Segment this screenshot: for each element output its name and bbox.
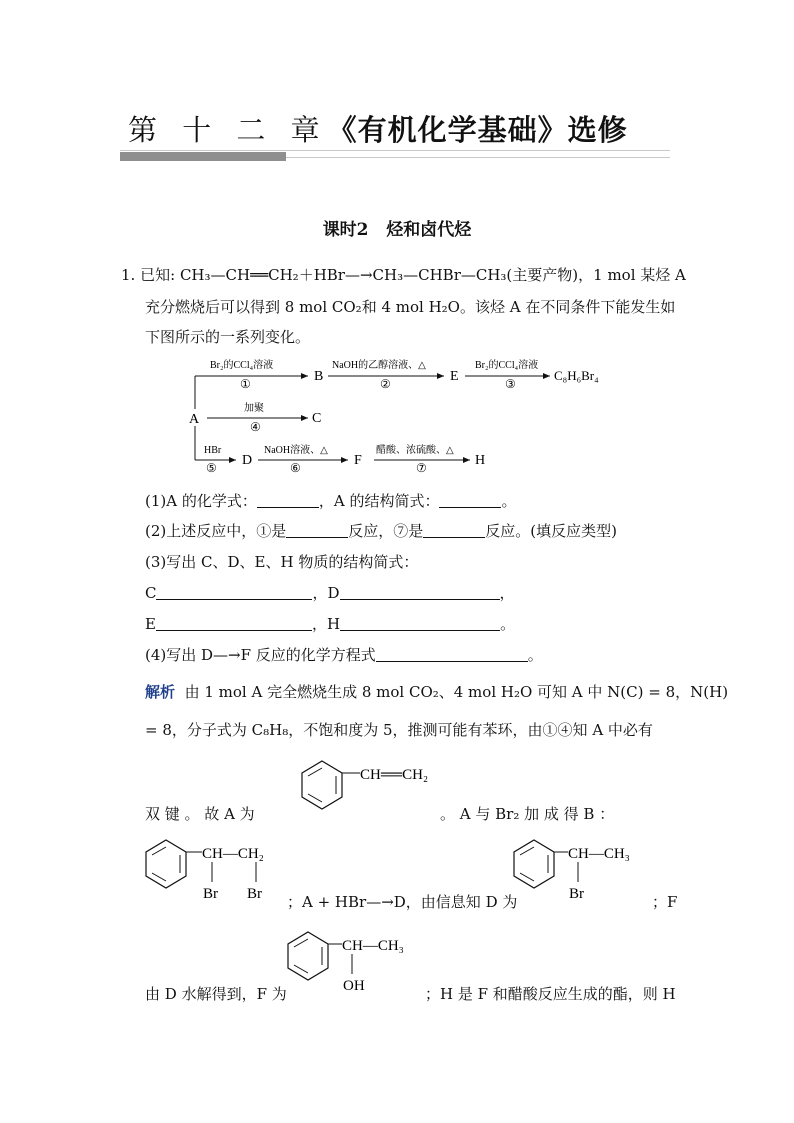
lesson-topic: 烃和卤代烃 xyxy=(386,220,472,240)
answer-blank-E[interactable] xyxy=(156,616,312,631)
answer-blank[interactable] xyxy=(286,523,348,538)
analysis-line-4a: ；A + HBr—→D，由信息知 D 为 xyxy=(287,893,518,911)
answer-blank-D[interactable] xyxy=(340,585,500,600)
header-rule-bar xyxy=(120,152,286,161)
question-line-1 xyxy=(121,264,686,285)
reagent-4: 加聚 xyxy=(244,403,264,414)
answer-row-cd xyxy=(145,582,515,603)
compound-F: F xyxy=(354,453,362,468)
step-6: ⑥ xyxy=(290,461,301,474)
answer-blank[interactable] xyxy=(376,647,528,662)
analysis-line-3b: 。 A 与 Br₂ 加 成 得 B ： xyxy=(440,805,615,823)
compound-A: A xyxy=(189,412,200,427)
structure-D-chain: CH—CH₃ xyxy=(568,846,630,862)
reagent-1: Br₂的CCl₄溶液 xyxy=(210,360,274,371)
answer-blank[interactable] xyxy=(257,493,319,508)
reagent-5: HBr xyxy=(204,445,222,456)
analysis-text-1: 由 1 mol A 完全燃烧生成 8 mol CO₂、4 mol H₂O 可知 A 中 N(C) = 8，N(H) xyxy=(184,683,729,701)
sub1-text-b: ，A 的结构简式： xyxy=(318,492,440,510)
question-equation: CH₃—CH══CH₂＋HBr—→CH₃—CHBr—CH₃(主要产物)，1 mol 某烃 A xyxy=(179,266,686,284)
sub4-end: 。 xyxy=(527,646,543,664)
subquestion-1 xyxy=(145,490,516,511)
comma: ， xyxy=(311,615,327,633)
subquestion-3: (3)写出 C、D、E、H 物质的结构简式： xyxy=(145,553,419,571)
sub2-text-a: (2)上述反应中，①是 xyxy=(145,522,287,540)
answer-blank[interactable] xyxy=(423,523,485,538)
book-title: 《有机化学基础》选修 xyxy=(327,113,628,147)
analysis-line-3a: 双 键 。 故 A 为 xyxy=(145,805,255,823)
analysis-line-5a: 由 D 水解得到，F 为 xyxy=(145,985,287,1003)
comma: ， xyxy=(312,584,328,602)
compound-E: E xyxy=(450,369,459,384)
sub2-text-b: 反应，⑦是 xyxy=(348,522,424,540)
structure-A xyxy=(298,755,458,825)
analysis-line-5b: ；H 是 F 和醋酸反应生成的酯，则 H xyxy=(425,985,676,1003)
analysis-line-1 xyxy=(145,681,728,702)
product-C8H6Br4: C₈H₆Br₄ xyxy=(554,368,599,383)
structure-F-oh: OH xyxy=(343,978,365,994)
step-2: ② xyxy=(380,377,391,391)
lesson-number: 课时2 xyxy=(322,220,369,240)
reaction-scheme xyxy=(180,354,620,474)
compound-C: C xyxy=(312,411,322,426)
label-H: H xyxy=(326,615,341,633)
reagent-3: Br₂的CCl₄溶液 xyxy=(475,360,539,371)
subquestion-4 xyxy=(145,644,543,665)
lesson-title xyxy=(0,215,794,240)
analysis-label: 解析 xyxy=(145,683,176,701)
chapter-number: 第 十 二 章 xyxy=(128,113,328,147)
compound-B: B xyxy=(314,369,324,384)
step-4: ④ xyxy=(250,420,261,434)
label-C: C xyxy=(145,584,157,602)
answer-blank-C[interactable] xyxy=(156,585,312,600)
sub1-text-c: 。 xyxy=(501,492,517,510)
step-1: ① xyxy=(240,377,251,391)
reagent-6: NaOH溶液、△ xyxy=(264,445,328,456)
sub1-text-a: (1)A 的化学式： xyxy=(145,492,257,510)
structure-D-br: Br xyxy=(569,886,584,902)
answer-row-eh xyxy=(145,613,515,634)
compound-H: H xyxy=(475,453,486,468)
header-rule-top xyxy=(120,150,670,151)
sub4-text: (4)写出 D—→F 反应的化学方程式 xyxy=(145,646,376,664)
step-5: ⑤ xyxy=(206,461,217,474)
subquestion-2 xyxy=(145,520,617,541)
question-prefix: 已知: xyxy=(140,266,176,284)
structure-B-br1: Br xyxy=(203,886,218,902)
answer-blank[interactable] xyxy=(439,493,501,508)
structure-B-br2: Br xyxy=(247,886,262,902)
chapter-title xyxy=(128,108,628,149)
label-E: E xyxy=(145,615,156,633)
answer-blank-H[interactable] xyxy=(340,616,500,631)
structure-F-chain: CH—CH₃ xyxy=(342,938,404,954)
structure-F xyxy=(284,928,444,998)
structure-A-chain: CH══CH₂ xyxy=(360,767,429,783)
structure-B-chain: CH—CH₂ xyxy=(202,846,264,862)
step-7: ⑦ xyxy=(416,461,427,474)
sub2-text-c: 反应。(填反应类型) xyxy=(485,522,617,540)
compound-D: D xyxy=(242,453,253,468)
reagent-2: NaOH的乙醇溶液、△ xyxy=(332,360,426,371)
analysis-line-2: = 8，分子式为 C₈H₈，不饱和度为 5，推测可能有苯环，由①④知 A 中必有 xyxy=(145,721,653,739)
analysis-line-4b: ；F xyxy=(652,893,678,911)
question-number: 1. xyxy=(121,266,136,284)
question-line-2: 充分燃烧后可以得到 8 mol CO₂和 4 mol H₂O。该烃 A 在不同条件下能发生如 xyxy=(145,298,676,316)
header-rule-line xyxy=(286,157,670,158)
reagent-7: 醋酸、浓硫酸、△ xyxy=(376,445,454,456)
label-D: D xyxy=(327,584,340,602)
period: 。 xyxy=(500,615,516,633)
question-line-3: 下图所示的一系列变化。 xyxy=(145,328,311,346)
step-3: ③ xyxy=(505,377,516,391)
comma: ， xyxy=(499,584,515,602)
